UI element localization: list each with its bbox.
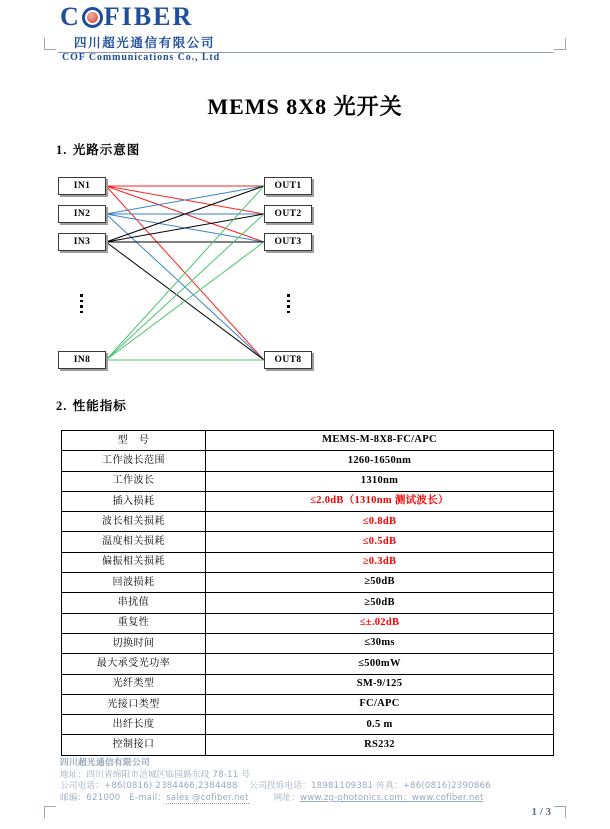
company-logo <box>60 4 220 63</box>
spec-value: SM-9/125 <box>206 674 554 694</box>
spec-value: ≥0.3dB <box>206 552 554 572</box>
spec-key: 工作波长 <box>62 471 206 491</box>
footer-address: 地址：四川省绵阳市涪城区临园路东段 78-11 号 <box>60 769 251 780</box>
section-heading-specifications <box>56 396 127 414</box>
document-header <box>0 0 610 63</box>
spec-value: MEMS-M-8X8-FC/APC <box>206 431 554 451</box>
margin-mark-bottom-right <box>554 806 566 818</box>
diagram-node-in2: IN2 <box>58 205 106 223</box>
diagram-ellipsis-outputs <box>287 294 290 313</box>
diagram-node-in3: IN3 <box>58 233 106 251</box>
spec-key: 波长相关损耗 <box>62 512 206 532</box>
table-row <box>62 654 554 674</box>
diagram-node-out2: OUT2 <box>264 205 312 223</box>
spec-value: ≥50dB <box>206 593 554 613</box>
spec-key: 最大承受光功率 <box>62 654 206 674</box>
diagram-node-out8: OUT8 <box>264 351 312 369</box>
spec-key: 控制接口 <box>62 735 206 755</box>
footer-phones: 公司电话：+86(0816) 2384466,2384488 公司投诉电话：18981109381 传真：+86(0816)2390866 <box>60 781 491 792</box>
logo-globe-icon <box>82 7 103 28</box>
table-row <box>62 512 554 532</box>
footer-email[interactable]: sales @cofiber.net <box>166 792 249 803</box>
spec-key: 出纤长度 <box>62 715 206 735</box>
spec-value: 0.5 m <box>206 715 554 735</box>
table-row <box>62 552 554 572</box>
footer-company: 四川超光通信有限公司 <box>60 758 150 768</box>
page-number: 1 / 3 <box>531 806 551 818</box>
spec-key: 回波损耗 <box>62 573 206 593</box>
table-row <box>62 431 554 451</box>
diagram-node-in1: IN1 <box>58 177 106 195</box>
spec-value: ≤500mW <box>206 654 554 674</box>
table-row <box>62 573 554 593</box>
logo-company-cn: 四川超光通信有限公司 <box>74 35 216 50</box>
spec-value: ≤30ms <box>206 633 554 653</box>
section-2-label: 性能指标 <box>72 398 127 413</box>
spec-key: 型 号 <box>62 431 206 451</box>
spec-key: 重复性 <box>62 613 206 633</box>
specifications-table-body <box>62 431 554 756</box>
spec-value: ≤2.0dB（1310nm 测试波长） <box>206 491 554 511</box>
spec-value: 1310nm <box>206 471 554 491</box>
optical-path-lines <box>56 168 324 372</box>
table-row <box>62 715 554 735</box>
spec-value: ≤0.8dB <box>206 512 554 532</box>
spec-key: 光接口类型 <box>62 694 206 714</box>
spec-key: 偏振相关损耗 <box>62 552 206 572</box>
spec-key: 工作波长范围 <box>62 451 206 471</box>
spec-value: ≤±.02dB <box>206 613 554 633</box>
spec-value: RS232 <box>206 735 554 755</box>
spec-key: 串扰值 <box>62 593 206 613</box>
spec-key: 光纤类型 <box>62 674 206 694</box>
diagram-ellipsis-inputs <box>80 294 83 313</box>
table-row <box>62 694 554 714</box>
table-row <box>62 633 554 653</box>
section-2-number: 2. <box>56 399 68 413</box>
spec-value: ≤0.5dB <box>206 532 554 552</box>
section-heading-optical-path <box>56 140 140 158</box>
spec-value: 1260-1650nm <box>206 451 554 471</box>
spec-key: 切换时间 <box>62 633 206 653</box>
section-1-label: 光路示意图 <box>72 142 141 157</box>
footer-contact-line <box>60 793 560 805</box>
document-footer <box>60 758 560 804</box>
table-row <box>62 532 554 552</box>
section-1-number: 1. <box>56 143 68 157</box>
optical-path-diagram <box>56 168 324 372</box>
spec-key: 温度相关损耗 <box>62 532 206 552</box>
diagram-node-out3: OUT3 <box>264 233 312 251</box>
table-row <box>62 674 554 694</box>
spec-value: FC/APC <box>206 694 554 714</box>
table-row <box>62 593 554 613</box>
table-row <box>62 491 554 511</box>
table-row <box>62 735 554 755</box>
spec-value: ≥50dB <box>206 573 554 593</box>
logo-wordmark <box>60 4 220 30</box>
footer-website-link-1[interactable]: www.zg-photonics.com； <box>300 792 412 803</box>
footer-website-link-2[interactable]: www.cofiber.net <box>411 792 484 803</box>
spec-key: 插入损耗 <box>62 491 206 511</box>
diagram-node-out1: OUT1 <box>264 177 312 195</box>
header-divider <box>58 52 553 53</box>
footer-website-label: 网址： <box>273 792 300 803</box>
diagram-node-in8: IN8 <box>58 351 106 369</box>
table-row <box>62 613 554 633</box>
logo-letter-c: C <box>60 2 81 31</box>
specifications-table <box>61 430 554 756</box>
footer-postcode-email-label: 邮编：621000 E-mail： <box>60 792 167 803</box>
page-title: MEMS 8X8 光开关 <box>207 94 403 119</box>
table-row <box>62 451 554 471</box>
table-row <box>62 471 554 491</box>
logo-letters-fiber: FIBER <box>103 2 194 31</box>
logo-company-en: COF Communications Co., Ltd <box>62 52 221 63</box>
